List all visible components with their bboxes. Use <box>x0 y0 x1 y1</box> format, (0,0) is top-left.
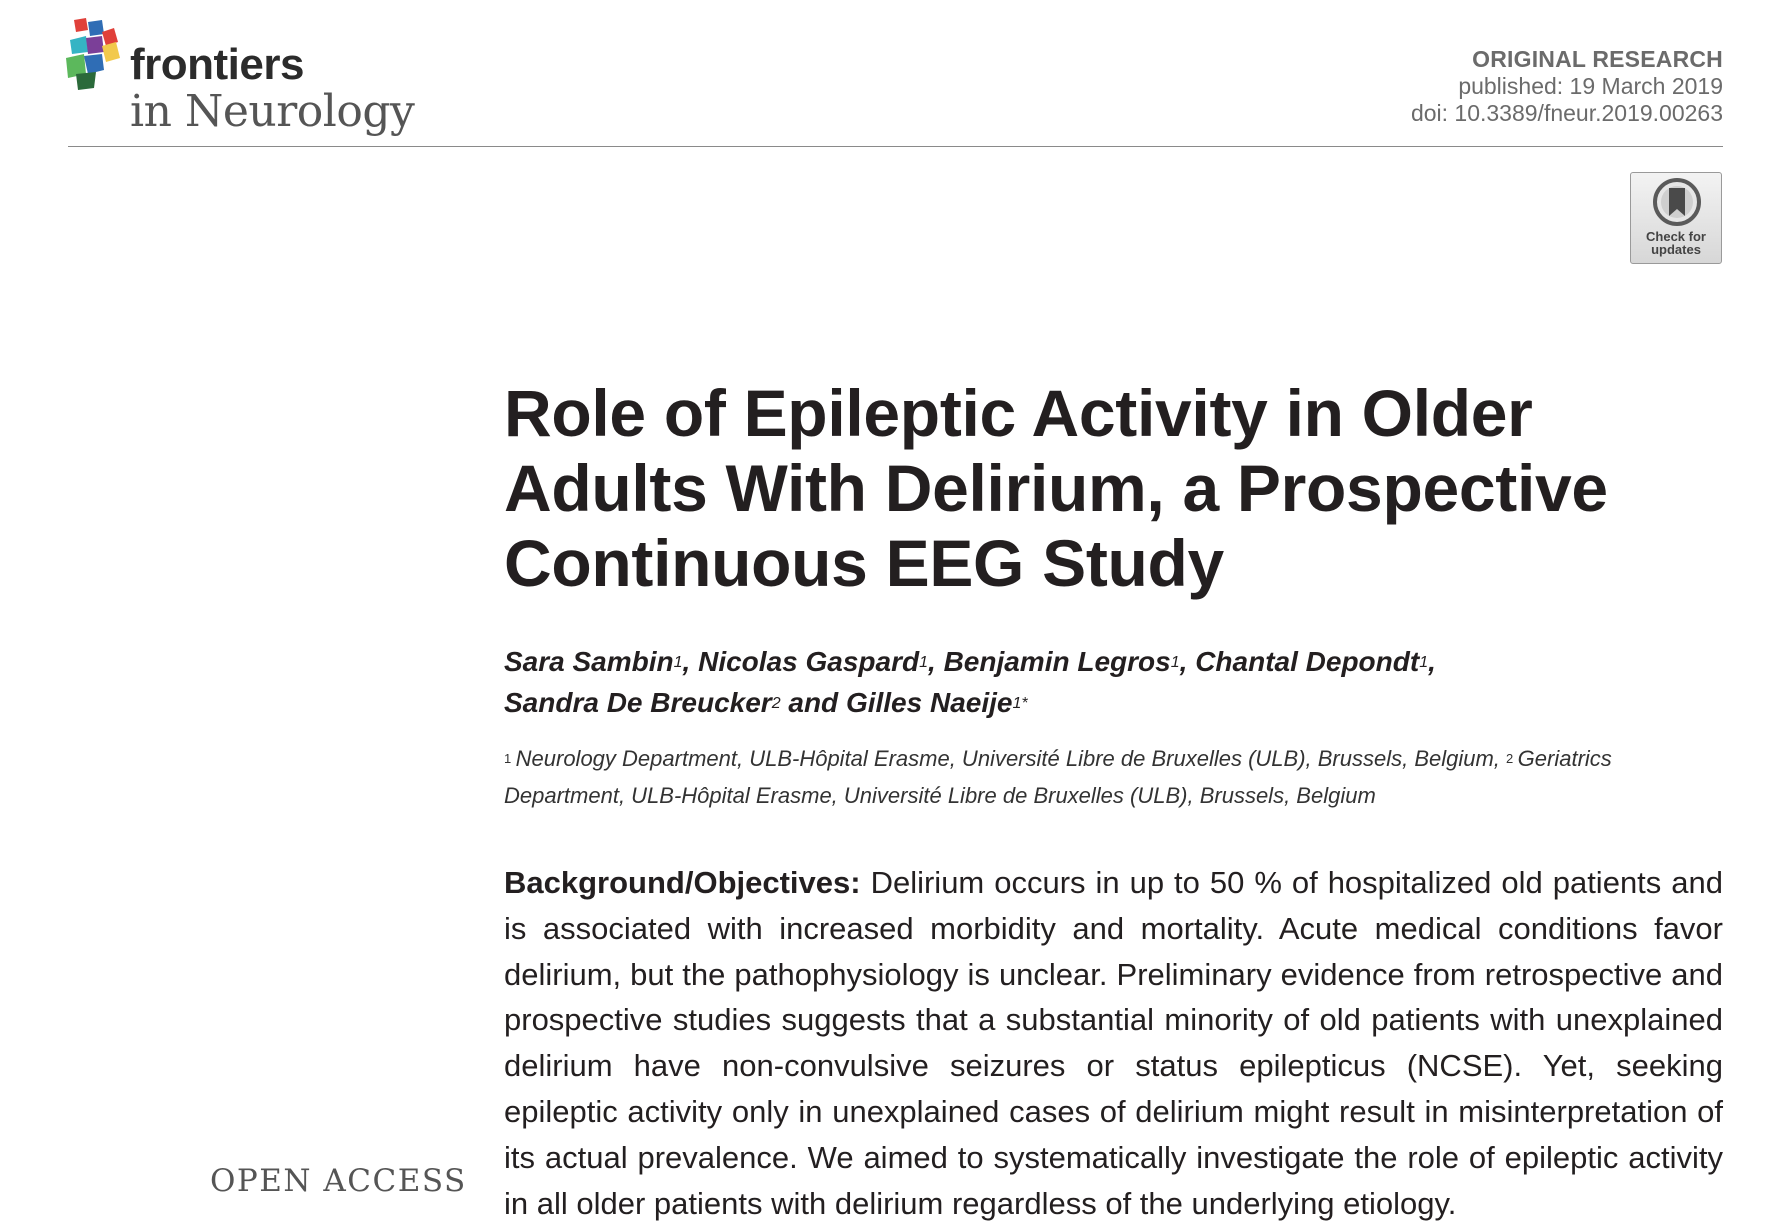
author-separator: , <box>928 646 944 677</box>
bookmark-circle-icon <box>1653 178 1701 226</box>
article-type: ORIGINAL RESEARCH <box>1472 46 1723 72</box>
author-name: Benjamin Legros <box>943 646 1171 677</box>
author-separator: , <box>1179 646 1196 677</box>
author-affiliation-mark: 1* <box>1012 695 1028 712</box>
check-for-updates-button[interactable] <box>1630 172 1722 264</box>
affiliation-text: Neurology Department, ULB-Hôpital Erasme, Université Libre de Bruxelles (ULB), Brussels, Belgium, <box>515 746 1507 771</box>
frontiers-logo-icon <box>66 18 126 90</box>
author-list <box>504 644 1724 726</box>
author[interactable] <box>944 646 1180 677</box>
journal-name: in Neurology <box>130 86 415 137</box>
author-separator: , <box>682 646 699 677</box>
author-affiliation-mark: 2 <box>771 695 781 712</box>
author-name: Chantal Depondt <box>1195 646 1420 677</box>
article-meta <box>1411 46 1723 127</box>
open-access-label: OPEN ACCESS <box>210 1163 467 1199</box>
abstract-text: Delirium occurs in up to 50 % of hospitalized old patients and is associated with increased morbidity and mortality. Acute medical conditions favor delirium, but the pathophysiology is unclear. Preliminary evidence from retrospective and prospective studies suggests that a substantial minority of old patients with unexplained delirium have non-convulsive seizures or status epilepticus (NCSE). Yet, seeking epileptic activity only in unexplained cases of delirium might result in misinterpretation of its actual prevalence. We aimed to systematically investigate the role of epileptic activity in all older patients with delirium regardless of the underlying etiology. <box>504 865 1723 1221</box>
affiliation-mark: 2 <box>1506 751 1514 766</box>
journal-brand: frontiers <box>130 40 304 89</box>
author-separator: and <box>780 687 846 718</box>
affiliation-text: Geriatrics Department, ULB-Hôpital Erasme, Université Libre de Bruxelles (ULB), Brussels, Belgium <box>504 746 1612 808</box>
author-name: Nicolas Gaspard <box>698 646 920 677</box>
check-updates-line1: Check for <box>1646 229 1706 244</box>
abstract-heading: Background/Objectives: <box>504 865 861 900</box>
author-name: Sandra De Breucker <box>504 687 772 718</box>
author-affiliation-mark: 1 <box>919 654 928 671</box>
doi-link[interactable]: doi: 10.3389/fneur.2019.00263 <box>1410 100 1723 126</box>
author[interactable] <box>504 687 781 718</box>
check-updates-line2: updates <box>1651 242 1701 257</box>
affiliation-mark: 1 <box>504 751 512 766</box>
check-updates-label <box>1631 230 1721 256</box>
author-name: Sara Sambin <box>504 646 674 677</box>
header-divider <box>68 146 1723 147</box>
journal-logo[interactable] <box>66 18 415 138</box>
author[interactable] <box>504 646 683 677</box>
article-title: Role of Epileptic Activity in Older Adults With Delirium, a Prospective Continuous EEG Study <box>504 376 1608 600</box>
author-separator: , <box>1428 646 1436 677</box>
abstract-paragraph <box>504 860 1723 1226</box>
author[interactable] <box>698 646 928 677</box>
author[interactable] <box>1195 646 1428 677</box>
affiliations <box>504 742 1724 813</box>
author-name: Gilles Naeije <box>845 687 1013 718</box>
author-affiliation-mark: 1 <box>673 654 683 671</box>
author-affiliation-mark: 1 <box>1419 654 1429 671</box>
author-affiliation-mark: 1 <box>1170 654 1180 671</box>
published-date: published: 19 March 2019 <box>1458 73 1723 99</box>
author[interactable] <box>846 687 1028 718</box>
